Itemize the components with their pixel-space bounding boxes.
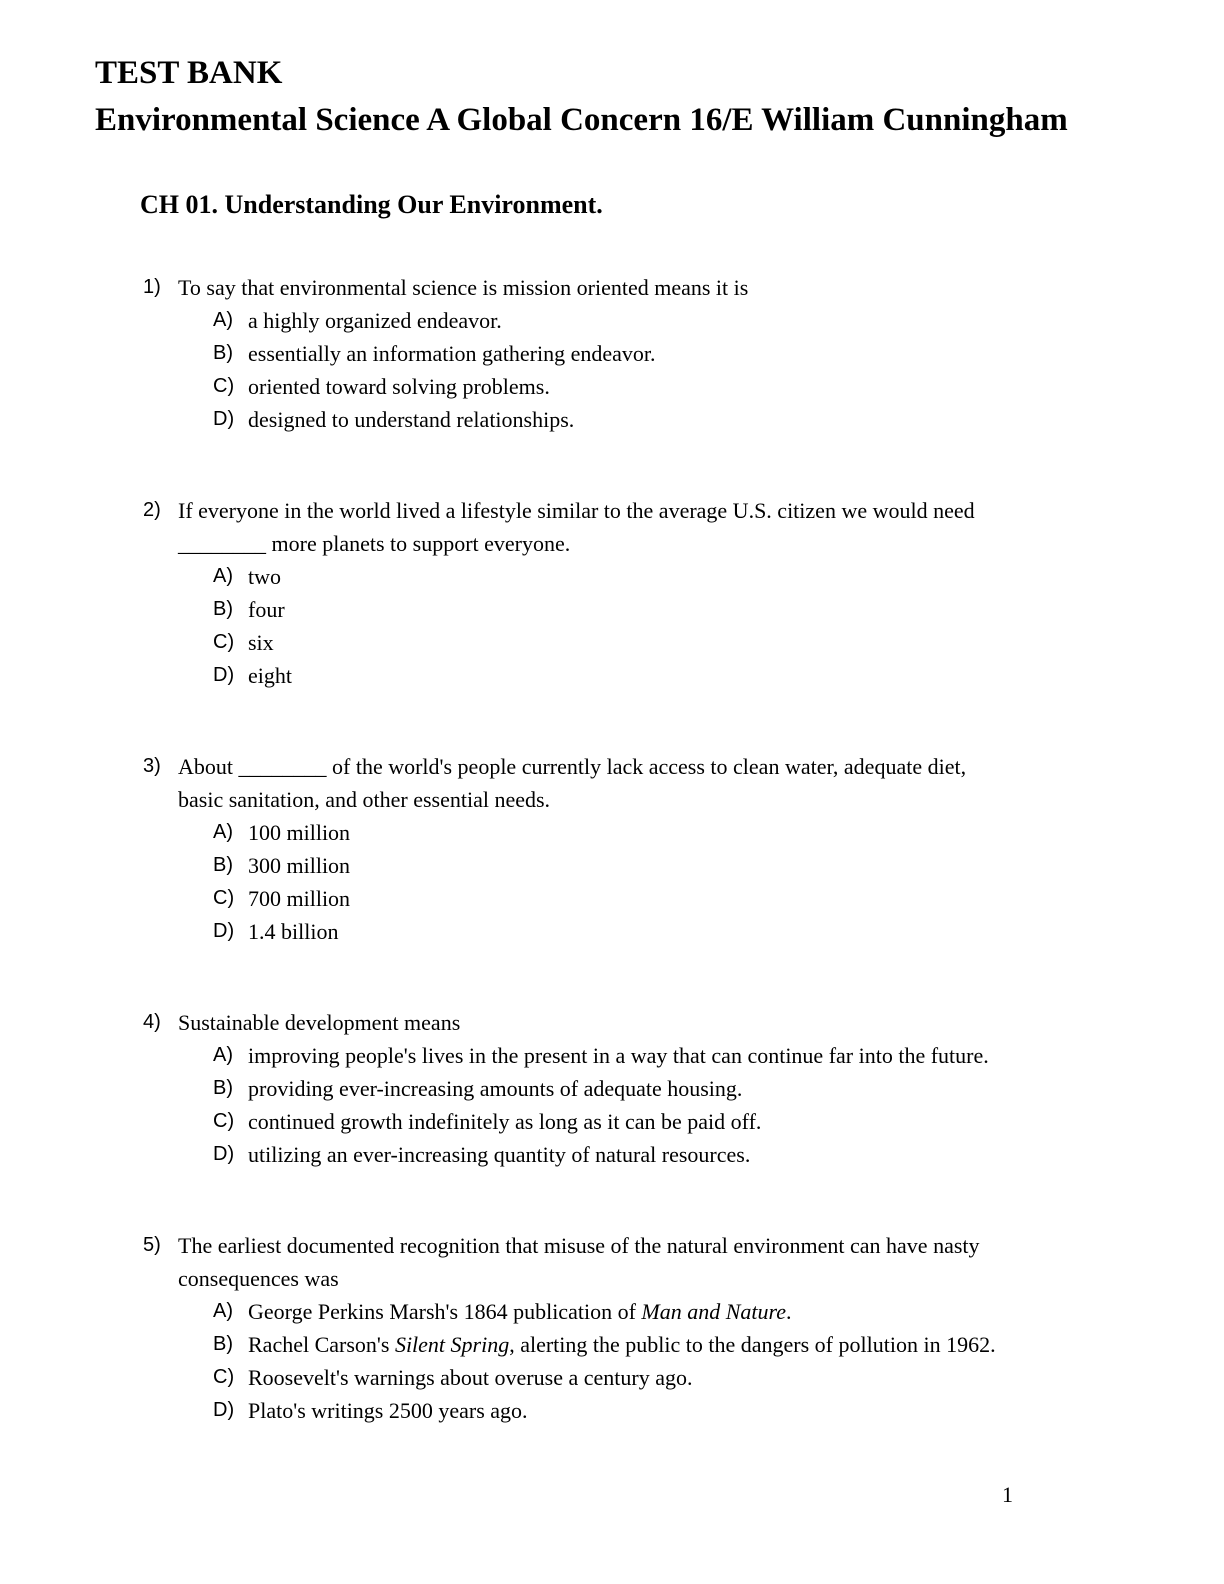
text-segment: Rachel Carson's [248, 1332, 395, 1357]
option-text [248, 1105, 761, 1138]
chapter-heading: CH 01. Understanding Our Environment. [140, 190, 603, 219]
text-segment: designed to understand relationships. [248, 407, 575, 432]
document-title: TEST BANK [95, 55, 283, 91]
option-row [178, 403, 1129, 436]
option-letter: B) [213, 598, 233, 620]
question-block [95, 1229, 1129, 1427]
question-number: 3) [143, 755, 161, 777]
option-letter: D) [213, 1143, 235, 1165]
text-segment: To say that environmental science is mission oriented means it is [178, 275, 749, 300]
options-list [178, 1039, 1129, 1171]
option-text [248, 626, 274, 659]
text-segment: improving people's lives in the present in a way that can continue far into the future. [248, 1043, 989, 1068]
text-segment: 300 million [248, 853, 351, 878]
option-row [178, 1105, 1129, 1138]
option-text [248, 816, 350, 849]
text-segment: oriented toward solving problems. [248, 374, 550, 399]
option-letter: A) [213, 821, 233, 843]
option-letter: C) [213, 1366, 235, 1388]
text-segment: four [248, 597, 285, 622]
question-number: 1) [143, 276, 161, 298]
option-text [248, 849, 350, 882]
text-segment: 100 million [248, 820, 351, 845]
question-text [178, 271, 1129, 304]
text-segment: Sustainable development means [178, 1010, 461, 1035]
question-body [178, 1006, 1129, 1171]
option-row [178, 659, 1129, 692]
text-segment: utilizing an ever-increasing quantity of natural resources. [248, 1142, 751, 1167]
text-segment: basic sanitation, and other essential needs. [178, 787, 551, 812]
question-body [178, 494, 1129, 692]
question-number: 2) [143, 499, 161, 521]
option-text [248, 304, 502, 337]
option-row [178, 593, 1129, 626]
options-list [178, 560, 1129, 692]
option-letter: A) [213, 1300, 233, 1322]
text-segment: consequences was [178, 1266, 339, 1291]
text-segment: six [248, 630, 274, 655]
option-row [178, 816, 1129, 849]
text-segment: providing ever-increasing amounts of adequate housing. [248, 1076, 743, 1101]
question-body [178, 750, 1129, 948]
text-segment: a highly organized endeavor. [248, 308, 502, 333]
text-segment: . [786, 1299, 792, 1324]
italic-text-segment: Silent Spring [394, 1332, 510, 1357]
option-letter: A) [213, 309, 233, 331]
text-segment: Plato's writings 2500 years ago. [248, 1398, 528, 1423]
option-row [178, 1394, 1129, 1427]
text-segment: George Perkins Marsh's 1864 publication of [248, 1299, 642, 1324]
text-segment: ________ more planets to support everyone. [178, 531, 571, 556]
option-text [248, 337, 655, 370]
text-segment: continued growth indefinitely as long as it can be paid off. [248, 1109, 762, 1134]
option-text [248, 403, 574, 436]
text-segment: , alerting the public to the dangers of pollution in 1962. [509, 1332, 996, 1357]
options-list [178, 816, 1129, 948]
option-text [248, 1361, 692, 1394]
options-list [178, 304, 1129, 436]
option-letter: D) [213, 408, 235, 430]
option-letter: B) [213, 342, 233, 364]
option-letter: D) [213, 920, 235, 942]
question-number: 4) [143, 1011, 161, 1033]
option-text [248, 370, 550, 403]
option-text [248, 1039, 989, 1072]
text-segment: two [248, 564, 281, 589]
option-letter: C) [213, 887, 235, 909]
option-text [248, 915, 338, 948]
option-row [178, 1361, 1129, 1394]
option-letter: C) [213, 1110, 235, 1132]
option-text [248, 1072, 742, 1105]
page-number: 1 [1002, 1482, 1013, 1507]
question-block [95, 1006, 1129, 1171]
option-letter: D) [213, 1399, 235, 1421]
option-row [178, 337, 1129, 370]
option-row [178, 849, 1129, 882]
text-segment: eight [248, 663, 292, 688]
option-text [248, 1328, 996, 1361]
question-block [95, 494, 1129, 692]
question-list [95, 271, 1129, 1427]
options-list [178, 1295, 1129, 1427]
option-row [178, 560, 1129, 593]
option-letter: D) [213, 664, 235, 686]
question-body [178, 271, 1129, 436]
option-letter: C) [213, 631, 235, 653]
question-text [178, 1006, 1129, 1039]
option-row [178, 1072, 1129, 1105]
option-row [178, 304, 1129, 337]
question-block [95, 271, 1129, 436]
text-segment: Roosevelt's warnings about overuse a century ago. [248, 1365, 693, 1390]
option-row [178, 915, 1129, 948]
question-number: 5) [143, 1234, 161, 1256]
option-row [178, 626, 1129, 659]
text-segment: 700 million [248, 886, 351, 911]
option-text [248, 1295, 792, 1328]
text-segment: About ________ of the world's people currently lack access to clean water, adequate diet, [178, 754, 967, 779]
option-text [248, 1394, 528, 1427]
option-text [248, 1138, 750, 1171]
text-segment: The earliest documented recognition that misuse of the natural environment can have nasty [178, 1233, 980, 1258]
option-letter: A) [213, 1044, 233, 1066]
italic-text-segment: Man and Nature [641, 1299, 787, 1324]
question-block [95, 750, 1129, 948]
option-text [248, 560, 281, 593]
question-text [178, 1229, 1129, 1295]
option-row [178, 370, 1129, 403]
option-letter: A) [213, 565, 233, 587]
option-text [248, 659, 292, 692]
option-text [248, 593, 285, 626]
option-row [178, 1328, 1129, 1361]
text-segment: 1.4 billion [248, 919, 339, 944]
option-letter: C) [213, 375, 235, 397]
text-segment: If everyone in the world lived a lifestyle similar to the average U.S. citizen we would need [178, 498, 975, 523]
question-text [178, 750, 1129, 816]
document-subtitle: Environmental Science A Global Concern 16/E William Cunningham [95, 102, 1068, 138]
question-text [178, 494, 1129, 560]
option-row [178, 1138, 1129, 1171]
option-row [178, 1295, 1129, 1328]
option-letter: B) [213, 854, 233, 876]
option-row [178, 882, 1129, 915]
question-body [178, 1229, 1129, 1427]
option-row [178, 1039, 1129, 1072]
option-letter: B) [213, 1333, 233, 1355]
option-text [248, 882, 350, 915]
document-header [95, 50, 1129, 144]
option-letter: B) [213, 1077, 233, 1099]
text-segment: essentially an information gathering endeavor. [248, 341, 656, 366]
